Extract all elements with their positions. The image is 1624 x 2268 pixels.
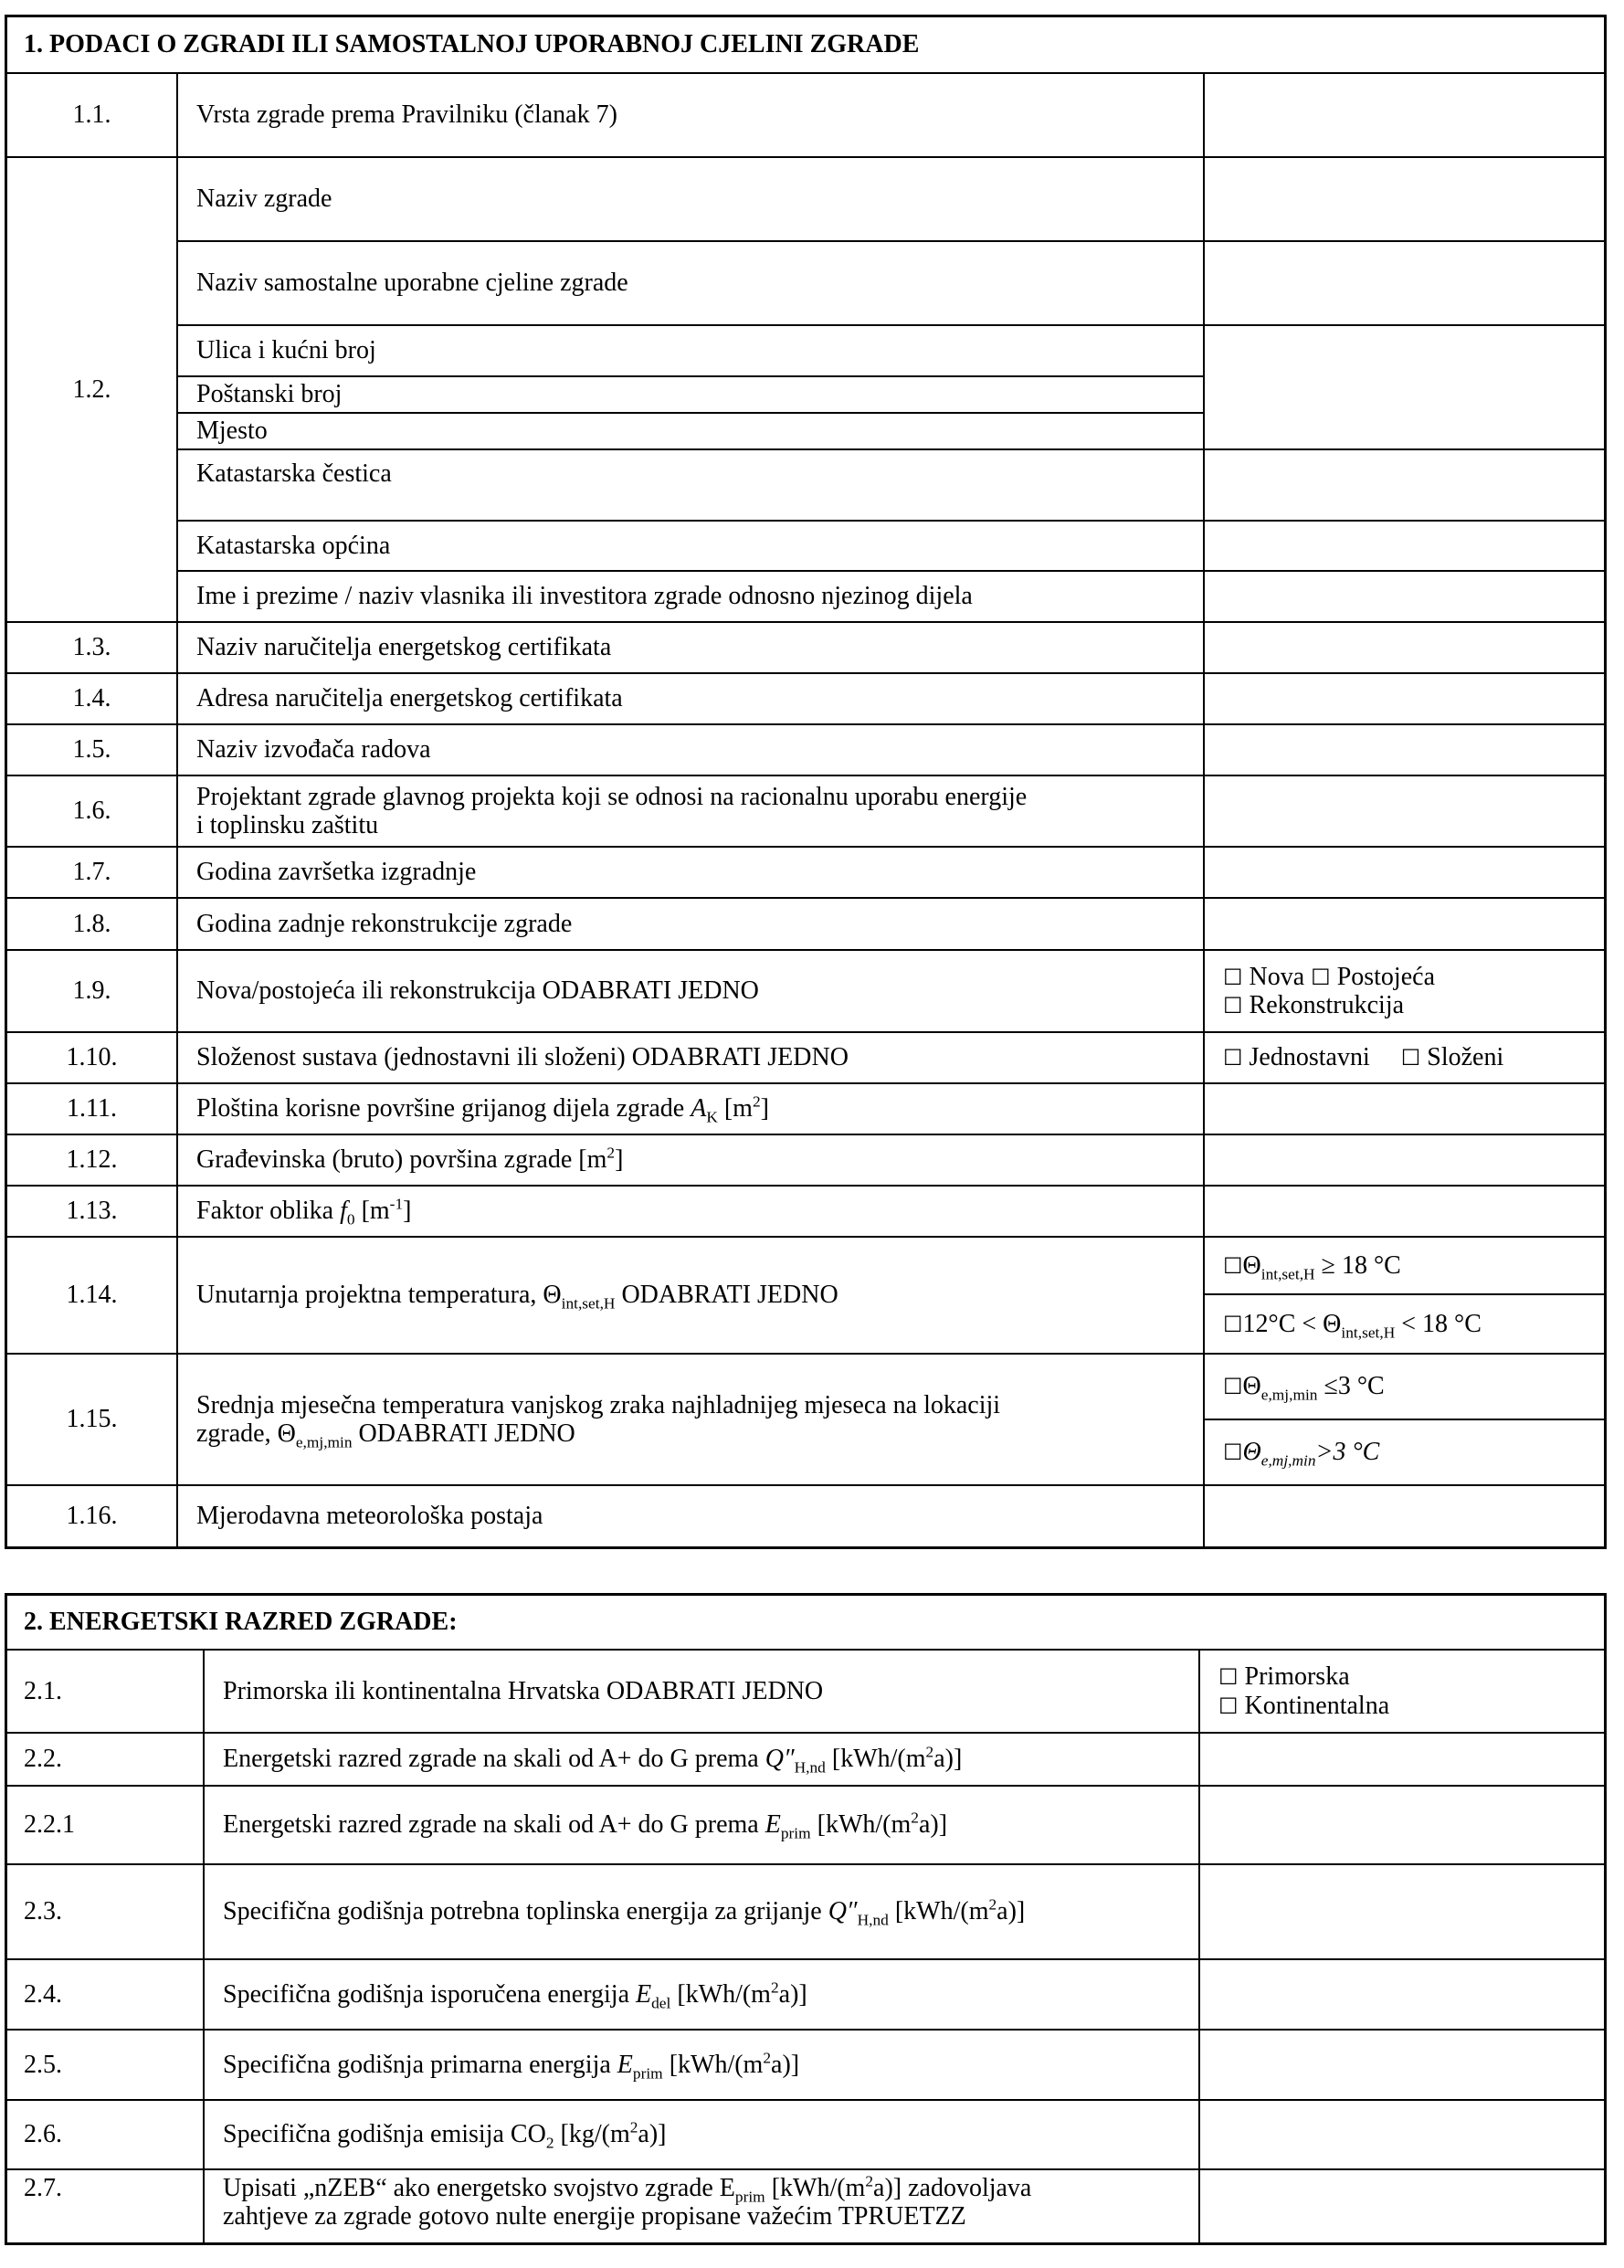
value-field-2-2[interactable]: [1199, 1733, 1604, 1786]
checkbox-nova[interactable]: ☐: [1223, 964, 1243, 990]
option-label: Postojeća: [1336, 962, 1435, 991]
row-label: Ime i prezime / naziv vlasnika ili investitora zgrade odnosno njezinog dijela: [177, 571, 1204, 622]
table-row: [7, 449, 1604, 521]
option-label: Primorska: [1244, 1662, 1350, 1692]
table-row: [7, 1786, 1604, 1864]
row-label: Specifična godišnja primarna energija $E_{prim}$ $[kWh/(m^2a)]$: [204, 2030, 1199, 2100]
row-number: 1.10.: [7, 1032, 177, 1083]
section-2-title: 2. ENERGETSKI RAZRED ZGRADE:: [7, 1596, 1604, 1651]
table-row: [7, 2030, 1604, 2100]
value-field-1-12[interactable]: [1204, 1134, 1604, 1186]
table-row: [7, 1237, 1604, 1294]
value-field-1-16[interactable]: [1204, 1485, 1604, 1546]
option-label: $\Theta_{e,mj,min}>3$ °C: [1242, 1438, 1380, 1470]
option-label: $12^\circ C < \Theta_{int,set,H} < 18$ °C: [1242, 1309, 1482, 1342]
row-label: Složenost sustava (jednostavni ili složeni) ODABRATI JEDNO: [177, 1032, 1204, 1083]
option-label: Jednostavni: [1249, 1043, 1370, 1072]
row-label: Poštanski broj: [177, 376, 1204, 413]
section-1-grid: [7, 74, 1604, 1546]
table-row: [7, 1354, 1604, 1419]
table-row: [7, 241, 1604, 325]
value-field-1-13[interactable]: [1204, 1186, 1604, 1237]
table-row: [7, 775, 1604, 847]
checkbox-jednostavni[interactable]: ☐: [1223, 1045, 1243, 1071]
value-field-cestica[interactable]: [1204, 449, 1604, 521]
value-field-2-5[interactable]: [1199, 2030, 1604, 2100]
choice-cell: [1204, 1032, 1604, 1083]
table-row: [7, 1134, 1604, 1186]
row-label: Katastarska općina: [177, 521, 1204, 571]
table-row: [7, 74, 1604, 157]
value-field-2-7[interactable]: [1199, 2169, 1604, 2242]
row-number: 1.13.: [7, 1186, 177, 1237]
row-number: 1.3.: [7, 622, 177, 673]
table-row: [7, 1651, 1604, 1733]
table-row: [7, 1032, 1604, 1083]
row-number: 2.4.: [7, 1959, 204, 2030]
row-number: 2.7.: [7, 2169, 204, 2242]
row-number: 1.4.: [7, 673, 177, 724]
table-row: [7, 325, 1604, 376]
row-number: 1.12.: [7, 1134, 177, 1186]
value-field-vlasnik[interactable]: [1204, 571, 1604, 622]
checkbox-postojeca[interactable]: ☐: [1311, 964, 1331, 990]
checkbox-temp-12-18[interactable]: ☐: [1223, 1311, 1243, 1337]
choice-cell: [1204, 1294, 1604, 1354]
row-label-line: Projektant zgrade glavnog projekta koji se odnosi na racionalnu uporabu energije: [196, 782, 1028, 811]
checkbox-rekonstrukcija[interactable]: ☐: [1223, 993, 1243, 1018]
choice-cell: [1204, 1354, 1604, 1419]
value-field-1-6[interactable]: [1204, 775, 1604, 847]
value-field-1-8[interactable]: [1204, 898, 1604, 950]
checkbox-slozeni[interactable]: ☐: [1400, 1045, 1421, 1071]
table-row: [7, 1083, 1604, 1134]
row-number: 2.2.: [7, 1733, 204, 1786]
value-field-2-3[interactable]: [1199, 1864, 1604, 1959]
table-row: [7, 950, 1604, 1032]
value-field-adresa[interactable]: [1204, 325, 1604, 449]
row-label: Upisati „nZEB“ ako energetsko svojstvo zgrade $E_{prim}$ $[kWh/(m^2a)]$ zadovoljava zahtjeve za zgrade gotovo nulte energije propisane važećim TPRUETZZ: [204, 2169, 1199, 2242]
value-field-2-2-1[interactable]: [1199, 1786, 1604, 1864]
row-label: Vrsta zgrade prema Pravilniku (članak 7): [177, 74, 1204, 157]
option-label: Kontinentalna: [1244, 1691, 1390, 1720]
table-row: [7, 571, 1604, 622]
value-field-naziv-zgrade[interactable]: [1204, 157, 1604, 241]
value-field-1-3[interactable]: [1204, 622, 1604, 673]
table-row: [7, 2169, 1604, 2242]
row-label: Mjesto: [177, 413, 1204, 449]
row-label: Godina završetka izgradnje: [177, 847, 1204, 898]
row-label: Naziv samostalne uporabne cjeline zgrade: [177, 241, 1204, 325]
row-label: Naziv izvođača radova: [177, 724, 1204, 775]
table-row: [7, 521, 1604, 571]
row-label: Energetski razred zgrade na skali od A+ do G prema $Q''_{H,nd}$ $[kWh/(m^2a)]$: [204, 1733, 1199, 1786]
value-field-1-1[interactable]: [1204, 74, 1604, 157]
section-2-table: [5, 1593, 1607, 2245]
row-number: 1.6.: [7, 775, 177, 847]
value-field-1-4[interactable]: [1204, 673, 1604, 724]
section-1-title: 1. PODACI O ZGRADI ILI SAMOSTALNOJ UPORABNOJ CJELINI ZGRADE: [7, 17, 1604, 74]
value-field-naziv-cjeline[interactable]: [1204, 241, 1604, 325]
row-number: 2.1.: [7, 1651, 204, 1733]
row-number: 1.7.: [7, 847, 177, 898]
row-label: Faktor oblika $f_0$ $[m^{-1}]$: [177, 1186, 1204, 1237]
row-label: Naziv naručitelja energetskog certifikata: [177, 622, 1204, 673]
option-label: $\Theta_{e,mj,min} \le 3$ °C: [1242, 1372, 1385, 1404]
choice-cell: [1204, 1419, 1604, 1485]
checkbox-kontinentalna[interactable]: ☐: [1218, 1693, 1239, 1719]
row-number: 1.16.: [7, 1485, 177, 1546]
row-number: 2.5.: [7, 2030, 204, 2100]
row-number: 2.6.: [7, 2100, 204, 2169]
row-label-line: i toplinsku zaštitu: [196, 811, 379, 839]
row-label: Godina zadnje rekonstrukcije zgrade: [177, 898, 1204, 950]
row-label: Ploština korisne površine grijanog dijela zgrade $A_K$ $[m^2]$: [177, 1083, 1204, 1134]
checkbox-temp-ge-18[interactable]: ☐: [1223, 1252, 1243, 1279]
value-field-2-4[interactable]: [1199, 1959, 1604, 2030]
option-label: Složeni: [1427, 1043, 1504, 1072]
row-label: Primorska ili kontinentalna Hrvatska ODABRATI JEDNO: [204, 1651, 1199, 1733]
choice-cell: [1204, 950, 1604, 1032]
row-label: Unutarnja projektna temperatura, $\Theta_{int,set,H}$ ODABRATI JEDNO: [177, 1237, 1204, 1354]
value-field-1-7[interactable]: [1204, 847, 1604, 898]
row-label: Energetski razred zgrade na skali od A+ do G prema $E_{prim}$ $[kWh/(m^2a)]$: [204, 1786, 1199, 1864]
row-number: 2.3.: [7, 1864, 204, 1959]
value-field-opcina[interactable]: [1204, 521, 1604, 571]
row-label: Ulica i kućni broj: [177, 325, 1204, 376]
row-label: Srednja mjesečna temperatura vanjskog zraka najhladnijeg mjeseca na lokaciji zgrade, $\Theta_{e,mj,min}$ ODABRATI JEDNO: [177, 1354, 1204, 1485]
table-row: [7, 724, 1604, 775]
value-field-1-11[interactable]: [1204, 1083, 1604, 1134]
section-1-table: [5, 15, 1607, 1549]
row-number: 1.2.: [7, 157, 177, 622]
row-number: 2.2.1: [7, 1786, 204, 1864]
row-label: Adresa naručitelja energetskog certifikata: [177, 673, 1204, 724]
option-label: Nova: [1249, 962, 1305, 991]
checkbox-emj-le-3[interactable]: ☐: [1223, 1374, 1243, 1400]
choice-cell: [1199, 1651, 1604, 1733]
row-label: [177, 775, 1204, 847]
row-number: 1.9.: [7, 950, 177, 1032]
row-label: Naziv zgrade: [177, 157, 1204, 241]
table-row: [7, 622, 1604, 673]
table-row: [7, 1864, 1604, 1959]
row-number: 1.1.: [7, 74, 177, 157]
table-row: [7, 1186, 1604, 1237]
table-row: [7, 2100, 1604, 2169]
value-field-2-6[interactable]: [1199, 2100, 1604, 2169]
table-row: [7, 1959, 1604, 2030]
table-row: [7, 157, 1604, 241]
row-label: Katastarska čestica: [177, 449, 1204, 521]
row-label: Specifična godišnja potrebna toplinska energija za grijanje $Q''_{H,nd}$ $[kWh/(m^2a)]$: [204, 1864, 1199, 1959]
table-row: [7, 1485, 1604, 1546]
value-field-1-5[interactable]: [1204, 724, 1604, 775]
option-label: Rekonstrukcija: [1249, 991, 1405, 1019]
row-label: Specifična godišnja emisija $CO_2$ $[kg/(m^2a)]$: [204, 2100, 1199, 2169]
row-label: Građevinska (bruto) površina zgrade $[m^2]$: [177, 1134, 1204, 1186]
row-label: Nova/postojeća ili rekonstrukcija ODABRATI JEDNO: [177, 950, 1204, 1032]
row-number: 1.11.: [7, 1083, 177, 1134]
row-label: Specifična godišnja isporučena energija $E_{del}$ $[kWh/(m^2a)]$: [204, 1959, 1199, 2030]
row-number: 1.8.: [7, 898, 177, 950]
choice-cell: [1204, 1237, 1604, 1294]
row-number: 1.5.: [7, 724, 177, 775]
table-row: [7, 673, 1604, 724]
row-number: 1.15.: [7, 1354, 177, 1485]
checkbox-primorska[interactable]: ☐: [1218, 1664, 1239, 1691]
row-label: Mjerodavna meteorološka postaja: [177, 1485, 1204, 1546]
option-label: $\Theta_{int,set,H} \ge 18$ °C: [1242, 1250, 1401, 1283]
row-number: 1.14.: [7, 1237, 177, 1354]
section-2-grid: [7, 1651, 1604, 2242]
table-row: [7, 1733, 1604, 1786]
checkbox-emj-gt-3[interactable]: ☐: [1223, 1440, 1243, 1466]
table-row: [7, 898, 1604, 950]
table-row: [7, 847, 1604, 898]
